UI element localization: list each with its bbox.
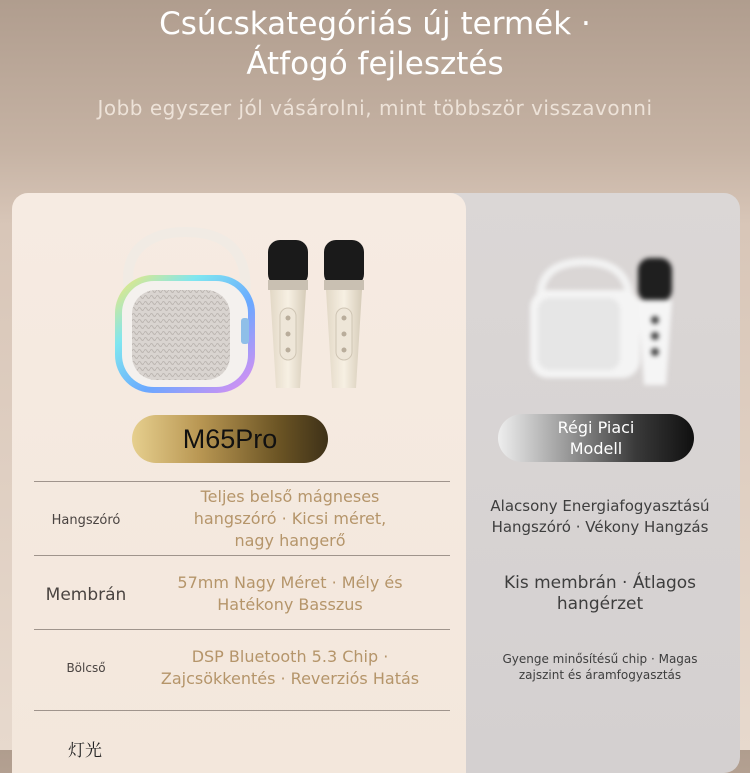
new-model-badge: M65Pro xyxy=(132,415,328,463)
row-new-line: nagy hangerő xyxy=(234,531,346,550)
row-new-line: hangszóró · Kicsi méret, xyxy=(193,509,387,528)
row-old-line: Kis membrán · Átlagos xyxy=(503,573,697,593)
row-new-speaker xyxy=(150,486,430,552)
page-subtitle: Jobb egyszer jól vásárolni, mint többször visszavonni xyxy=(97,96,653,120)
page-title-line1: Csúcskategóriás új termék · xyxy=(159,6,591,42)
row-old-line: Alacsony Energiafogyasztású xyxy=(490,497,710,515)
old-model-badge xyxy=(498,414,694,462)
old-model-name-line1: Régi Piaci xyxy=(557,418,635,437)
row-label-chip: Bölcső xyxy=(66,661,106,675)
row-new-chip xyxy=(150,646,430,690)
row-old-line: Hangszóró · Vékony Hangzás xyxy=(491,518,709,536)
page-title-line2: Átfogó fejlesztés xyxy=(246,46,504,82)
row-label-speaker: Hangszóró xyxy=(51,513,121,528)
row-new-line: Hatékony Basszus xyxy=(217,595,363,614)
row-divider xyxy=(34,555,450,556)
old-model-name-line2: Modell xyxy=(569,439,623,458)
row-old-speaker xyxy=(470,496,730,538)
row-label-membrane: Membrán xyxy=(45,585,127,605)
row-new-membrane xyxy=(150,572,430,616)
row-old-line: zajszint és áramfogyasztás xyxy=(518,668,682,682)
row-old-membrane xyxy=(470,573,730,615)
row-new-line: Zajcsökkentés · Reverziós Hatás xyxy=(160,669,420,688)
row-divider xyxy=(34,481,450,482)
row-old-chip xyxy=(470,651,730,683)
row-old-line: hangérzet xyxy=(556,594,644,614)
row-divider xyxy=(34,629,450,630)
row-new-line: Teljes belső mágneses xyxy=(200,487,380,506)
row-new-line: DSP Bluetooth 5.3 Chip · xyxy=(191,647,389,666)
row-old-line: Gyenge minősítésű chip · Magas xyxy=(502,652,698,666)
next-row-label: 灯光 xyxy=(68,741,102,761)
row-new-line: 57mm Nagy Méret · Mély és xyxy=(177,573,403,592)
row-divider xyxy=(34,710,450,711)
